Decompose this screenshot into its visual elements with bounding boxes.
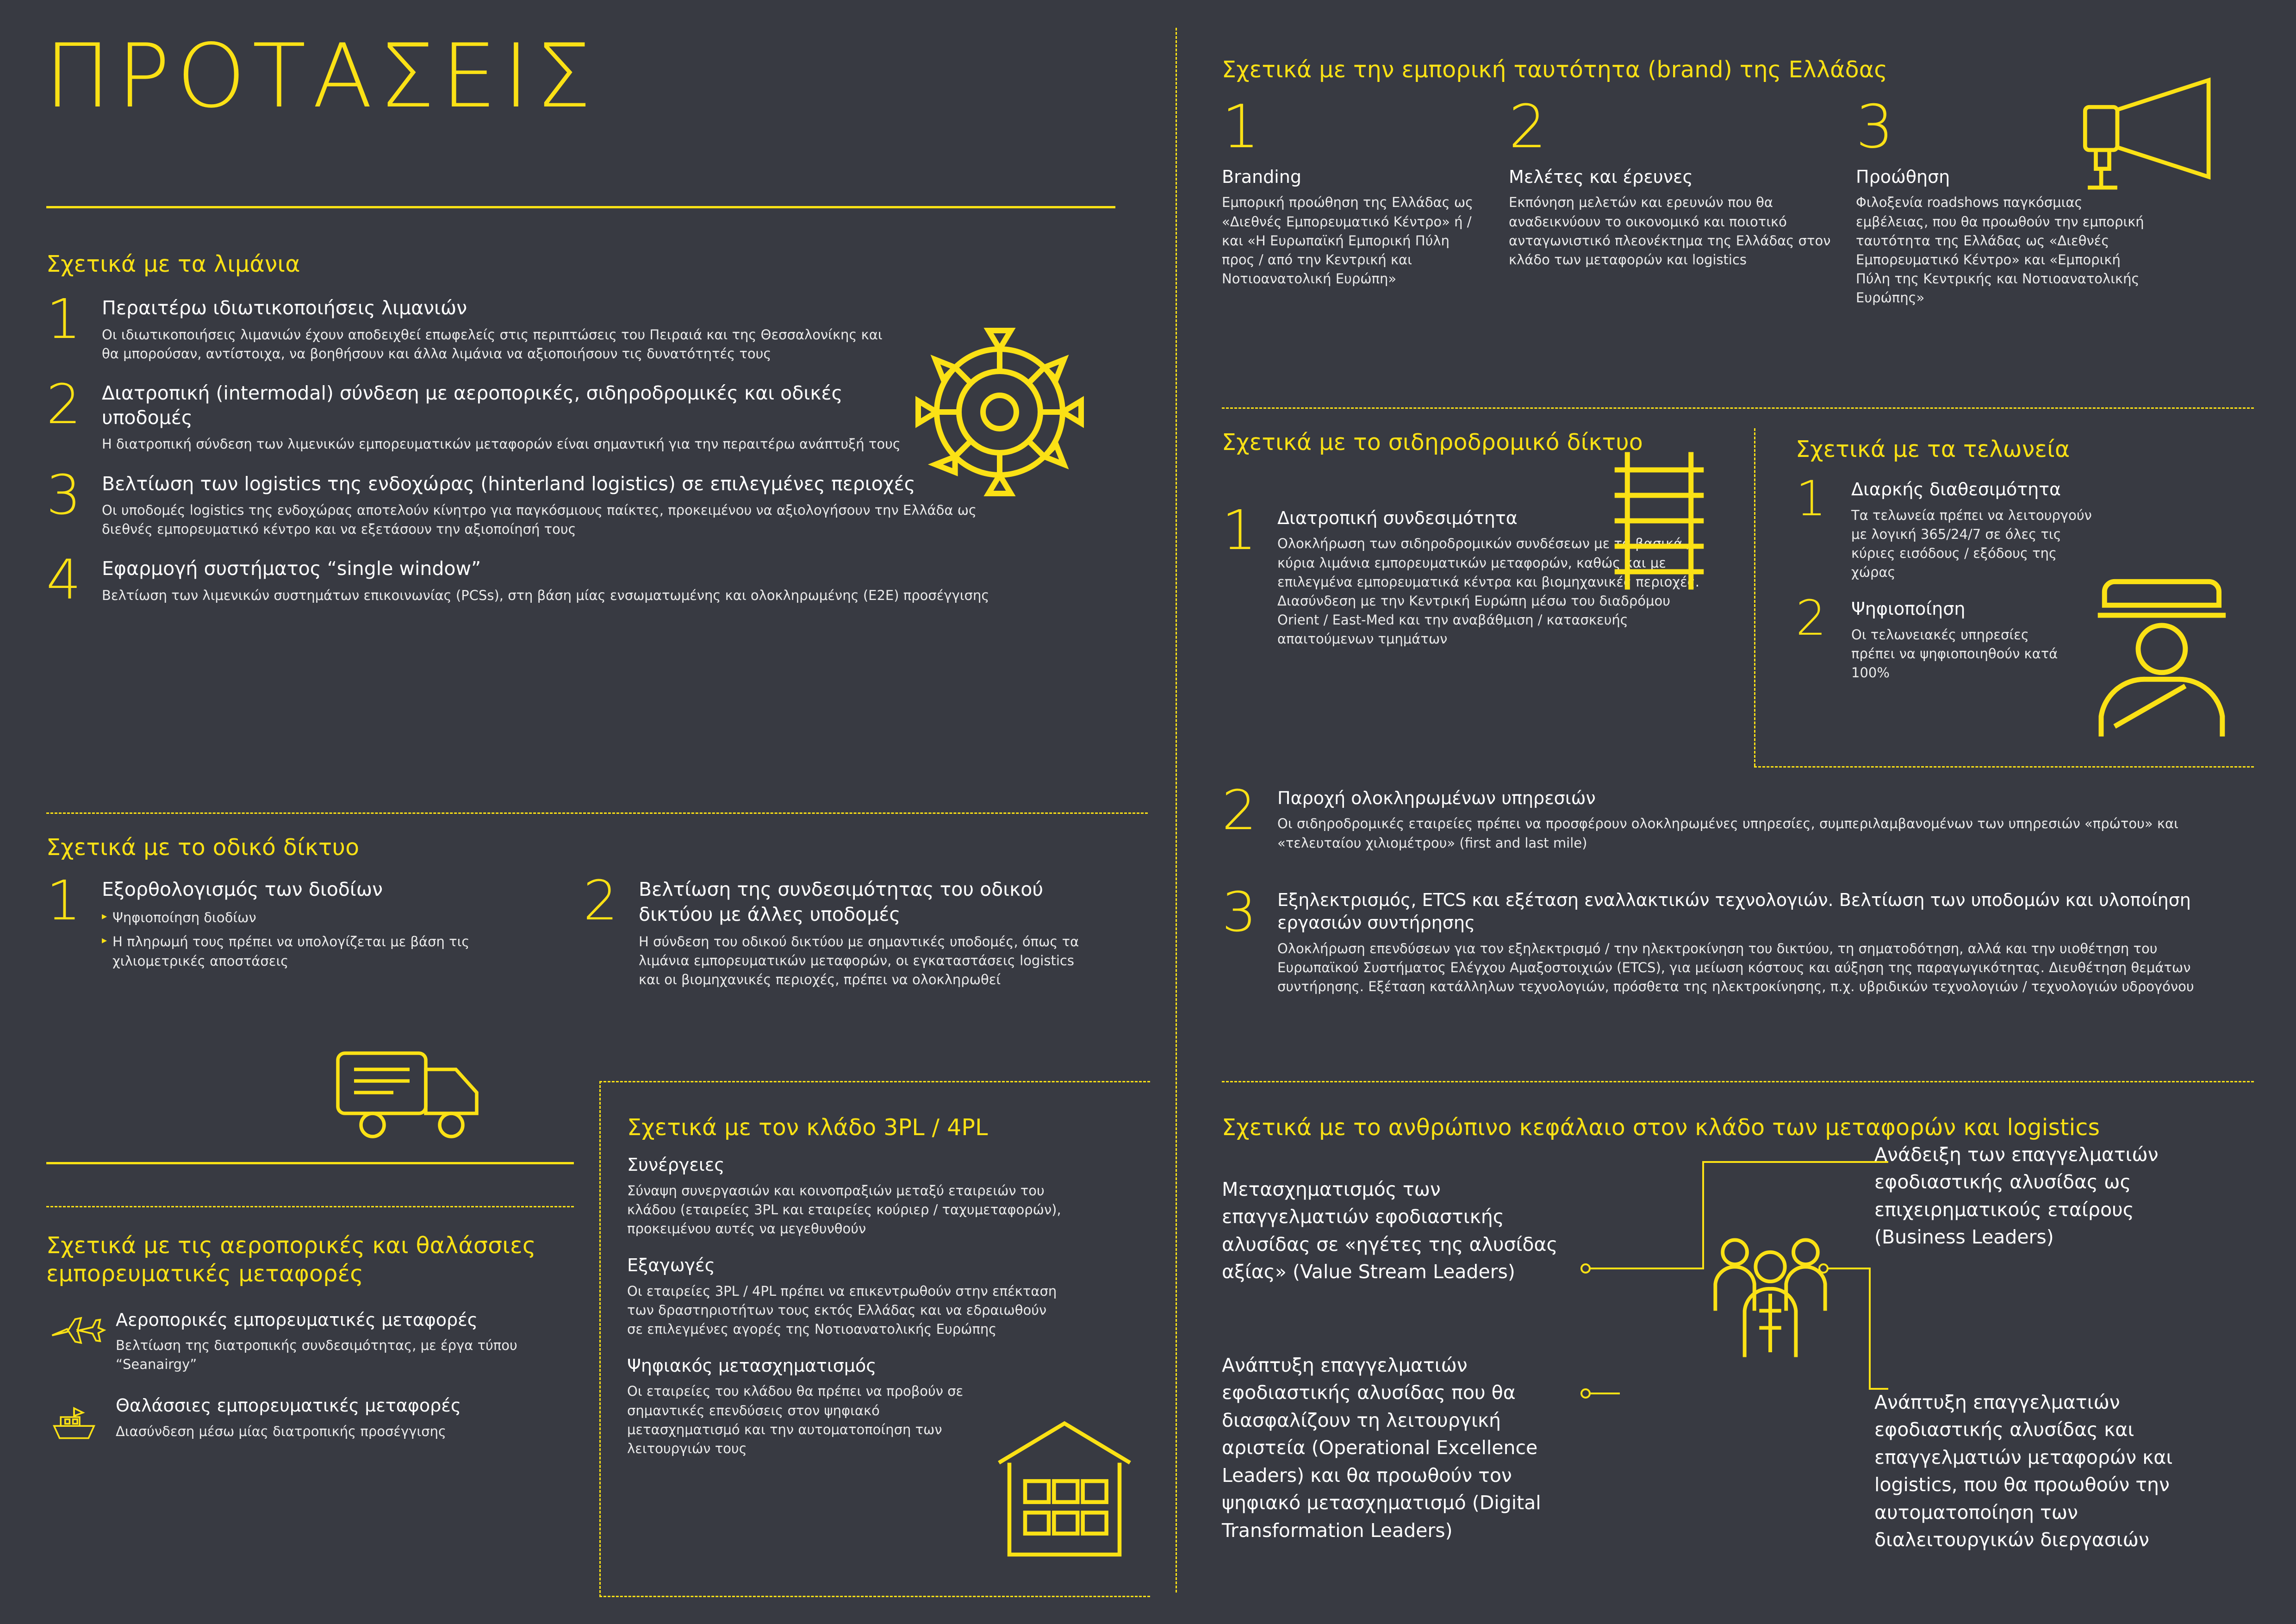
- item-body: Εκπόνηση μελετών και ερευνών που θα αναδεικνύουν το οικονομικό και ποιοτικό ανταγωνιστικό πλεονέκτημα της Ελλάδας στον κλάδο των μεταφορών και logistics: [1509, 194, 1831, 268]
- item-number: 2: [1222, 778, 1257, 842]
- warehouse-icon: [986, 1407, 1143, 1560]
- section-road: [46, 833, 1148, 989]
- item-body: Διασύνδεση μέσω μίας διατροπικής προσέγγισης: [116, 1423, 446, 1439]
- item-title: Βελτίωση της συνδεσιμότητας του οδικού δικτύου με άλλες υποδομές: [639, 878, 1044, 925]
- item-body: Σύναψη συνεργασιών και κοινοπραξιών μεταξύ εταιρειών του κλάδου (εταιρείες 3PL και εταιρείες κούριερ / ταχυμεταφορών), προκειμένου αυτές να μεγεθυνθούν: [627, 1182, 1061, 1237]
- item-body: Η σύνδεση του οδικού δικτύου με σημαντικές υποδομές, όπως τα λιμάνια εμπορευματικών μεταφορών, οι εγκαταστάσεις logistics και οι βιομηχανικές περιοχές, πρέπει να ολοκληρωθεί: [639, 933, 1079, 988]
- human-capital-right-2: [1874, 1389, 2240, 1554]
- item-title: Εξορθολογισμός των διοδίων: [102, 878, 383, 901]
- item-title: Προώθηση: [1856, 167, 1950, 187]
- bullet-text: Η πληρωμή τους πρέπει να υπολογίζεται με βάση τις χιλιομετρικές αποστάσεις: [112, 933, 470, 969]
- list-item: [627, 1154, 1122, 1238]
- item-body: Οι τελωνειακές υπηρεσίες πρέπει να ψηφιοποιηθούν κατά 100%: [1851, 626, 2058, 681]
- section-air-sea: [46, 1231, 579, 1445]
- divider: [46, 1206, 574, 1207]
- railway-track-icon: [1601, 444, 1717, 597]
- item-number: 1: [1222, 93, 1260, 162]
- item-body: Τα τελωνεία πρέπει να λειτουργούν με λογική 365/24/7 σε όλες τις κύριες εισόδους / εξόδους της χώρας: [1851, 507, 2092, 581]
- item-body: Οι ιδιωτικοποιήσεις λιμανιών έχουν αποδειχθεί επωφελείς στις περιπτώσεις του Πειραιά και της Θεσσαλονίκης και θα μπορούσαν, αντίστοιχα, να βοηθήσουν και άλλα λιμάνια να αξιοποιήσουν τις δυνατότητές τους: [102, 326, 883, 362]
- item-title: Branding: [1222, 167, 1301, 187]
- human-capital-left-2: [1222, 1352, 1587, 1544]
- triangle-bullet-icon: ▸: [102, 934, 107, 946]
- item-title: Παροχή ολοκληρωμένων υπηρεσιών: [1277, 788, 1596, 808]
- item-number: 2: [1796, 590, 1827, 647]
- item-title: Εξαγωγές: [627, 1255, 715, 1276]
- airplane-icon: [46, 1309, 116, 1374]
- title-underline: [46, 206, 1115, 208]
- rail-item-2: [1222, 778, 2254, 853]
- item-number: 1: [46, 287, 81, 351]
- list-item: [46, 1394, 579, 1445]
- item-body: Οι υποδομές logistics της ενδοχώρας αποτελούν κίνητρο για παγκόσμιους παίκτες, προκειμένου να αξιολογήσουν την Ελλάδα ως διεθνές εμπορευματικό κέντρο και να εξετάσουν την αξιοποίησή τους: [102, 502, 977, 537]
- list-item: [1509, 93, 1833, 307]
- list-item: [583, 868, 1120, 989]
- item-body: Βελτίωση της διατροπικής συνδεσιμότητας, με έργα τύπου “Seanairgy”: [116, 1337, 517, 1373]
- bullet-text: Ψηφιοποίηση διοδίων: [112, 909, 256, 925]
- item-body: Οι εταιρείες του κλάδου θα πρέπει να προβούν σε σημαντικές επενδύσεις στον ψηφιακό μετασχηματισμό και την αυτοματοποίηση των λειτουργιών τους: [627, 1383, 964, 1456]
- item-title: Θαλάσσιες εμπορευματικές μεταφορές: [116, 1395, 461, 1416]
- divider: [46, 812, 1148, 814]
- list-item: [46, 548, 1120, 612]
- section-title-human-capital: Σχετικά με το ανθρώπινο κεφάλαιο στον κλάδο των μεταφορών και logistics: [1222, 1114, 2100, 1141]
- item-title: Μελέτες και έρευνες: [1509, 167, 1693, 187]
- divider: [1222, 1081, 2254, 1082]
- item-body: Εμπορική προώθηση της Ελλάδας ως «Διεθνές Εμπορευματικό Κέντρο» ή / και «Η Ευρωπαϊκή Εμπορική Πύλη προς / από την Κεντρική και Νοτιοανατολική Ευρώπη»: [1222, 194, 1474, 287]
- divider: [1754, 766, 2254, 768]
- section-title-air-sea: Σχετικά με τις αεροπορικές και θαλάσσιες εμπορευματικές μεταφορές: [46, 1232, 536, 1287]
- item-title: Ψηφιακός μετασχηματισμός: [627, 1355, 877, 1376]
- item-number: 2: [583, 868, 618, 933]
- item-body: Οι σιδηροδρομικές εταιρείες πρέπει να προσφέρουν ολοκληρωμένες υπηρεσίες, συμπεριλαμβανομένων των υπηρεσιών «πρώτου» και «τελευταίου χιλιομέτρου» (first and last mile): [1277, 816, 2178, 851]
- section-title-rail: Σχετικά με το σιδηροδρομικό δίκτυο: [1222, 429, 1643, 456]
- section-title-road: Σχετικά με το οδικό δίκτυο: [46, 834, 360, 861]
- item-text: Ανάπτυξη επαγγελματιών εφοδιαστικής αλυσίδας και επαγγελματιών μεταφορών και logistics, που θα προωθούν την αυτοματοποίηση των διαλειτουργικών διεργασιών: [1874, 1391, 2173, 1551]
- page-title: ΠΡΟΤΑΣΕΙΣ: [44, 25, 598, 127]
- list-item: [1222, 880, 2254, 996]
- list-item: [46, 1309, 579, 1374]
- list-item: [1222, 778, 2254, 853]
- item-body: Η διατροπική σύνδεση των λιμενικών εμπορευματικών μεταφορών είναι σημαντική για την περαιτέρω ανάπτυξή τους: [102, 436, 901, 452]
- section-title-customs: Σχετικά με τα τελωνεία: [1796, 436, 2070, 462]
- item-body: Οι εταιρείες 3PL / 4PL πρέπει να επικεντρωθούν στην επέκταση των δραστηριοτήτων τους εκτός Ελλάδας και να εδραιωθούν σε επιλεγμένες αγορές της Νοτιοανατολικής Ευρώπης: [627, 1283, 1057, 1337]
- item-number: 1: [1222, 498, 1257, 562]
- item-number: 3: [1856, 93, 1894, 162]
- triangle-bullet-icon: ▸: [102, 910, 107, 922]
- road-line: [46, 1162, 574, 1164]
- item-number: 2: [46, 372, 81, 436]
- item-number: 2: [1509, 93, 1547, 162]
- bullet-item: [102, 908, 583, 927]
- section-title-ports: Σχετικά με τα λιμάνια: [46, 251, 300, 277]
- rail-item-3: [1222, 880, 2254, 996]
- item-number: 3: [46, 462, 81, 527]
- item-number: 4: [46, 548, 81, 612]
- item-title: Ψηφιοποίηση: [1851, 599, 1966, 619]
- item-text: Ανάδειξη των επαγγελματιών εφοδιαστικής αλυσίδας ως επιχειρηματικούς εταίρους (Business Leaders): [1874, 1143, 2159, 1249]
- item-title: Διαρκής διαθεσιμότητα: [1851, 479, 2061, 500]
- section-title-3pl-4pl: Σχετικά με τον κλάδο 3PL / 4PL: [627, 1114, 988, 1141]
- section-3pl4pl: [627, 1113, 1122, 1458]
- item-number: 1: [46, 868, 81, 933]
- item-body: Ολοκλήρωση επενδύσεων για τον εξηλεκτρισμό / την ηλεκτροκίνηση του δικτύου, τη σηματοδότηση, αλλά και την υιοθέτηση του Ευρωπαϊκού Συστήματος Ελέγχου Αμαξοστοιχιών (ETCS), για μείωση κόστους και αύξηση της παραγωγικότητας. Διευθέτηση θεμάτων συντήρησης. Εξέταση κατάλληλων τεχνολογιών, πρόσθετα της ηλεκτροκίνησης, π.χ. υβριδικών τεχνολογιών / τεχνολογιών υδρογόνου: [1277, 940, 2194, 995]
- divider: [1222, 407, 2254, 409]
- item-title: Εξηλεκτρισμός, ETCS και εξέταση εναλλακτικών τεχνολογιών. Βελτίωση των υποδομών και υλοποίηση εργασιών συντήρησης: [1277, 890, 2191, 933]
- truck-icon: [324, 1018, 509, 1157]
- list-item: [627, 1254, 1122, 1339]
- list-item: [46, 868, 583, 989]
- list-item: [1222, 93, 1486, 307]
- megaphone-icon: [2055, 69, 2231, 204]
- item-number: 3: [1222, 880, 1257, 944]
- item-body: Ολοκλήρωση των σιδηροδρομικών συνδέσεων με τα βασικά / κύρια λιμάνια εμπορευματικών μεταφορών, καθώς και με επιλεγμένα εμπορευματικά κέντρα και βιομηχανικές περιοχές. Διασύνδεση με την Κεντρική Ευρώπη μέσω του διαδρόμου Orient / East-Med και την αναβάθμιση / κατασκευής απαιτούμενων τμημάτων: [1277, 536, 1700, 647]
- section-title-brand: Σχετικά με την εμπορική ταυτότητα (brand) της Ελλάδας: [1222, 56, 1888, 83]
- item-title: Εφαρμογή συστήματος “single window”: [102, 557, 481, 580]
- ship-wheel-icon: [889, 301, 1111, 523]
- item-title: Διατροπική συνδεσιμότητα: [1277, 508, 1518, 528]
- divider-vertical-customs: [1754, 428, 1755, 766]
- item-title: Βελτίωση των logistics της ενδοχώρας (hinterland logistics) σε επιλεγμένες περιοχές: [102, 472, 915, 495]
- item-title: Συνέργειες: [627, 1155, 725, 1175]
- item-body: Φιλοξενία roadshows παγκόσμιας εμβέλειας, που θα προωθούν την εμπορική ταυτότητα της Ελλάδας ως «Διεθνές Εμπορευματικό Κέντρο» και «Εμπορική Πύλη της Κεντρικής και Νοτιοανατολικής Ευρώπης»: [1856, 194, 2144, 306]
- item-title: Αεροπορικές εμπορευματικές μεταφορές: [116, 1309, 478, 1330]
- item-title: Διατροπική (intermodal) σύνδεση με αεροπορικές, σιδηροδρομικές και οδικές υποδομές: [102, 381, 843, 429]
- divider-vertical: [1176, 28, 1177, 1593]
- item-text: Μετασχηματισμός των επαγγελματιών εφοδιαστικής αλυσίδας σε «ηγέτες της αλυσίδας αξίας» (Value Stream Leaders): [1222, 1178, 1558, 1283]
- item-text: Ανάπτυξη επαγγελματιών εφοδιαστικής αλυσίδας που θα διασφαλίζουν τη λειτουργική αριστεία (Operational Excellence Leaders) και θα προωθούν τον ψηφιακό μετασχηματισμό (Digital Transformation Leaders): [1222, 1354, 1541, 1542]
- connector-lines: [1564, 1130, 1898, 1583]
- customs-officer-icon: [2064, 537, 2249, 741]
- human-capital-right-1: [1874, 1141, 2226, 1251]
- item-body: Βελτίωση των λιμενικών συστημάτων επικοινωνίας (PCSs), στη βάση μίας ενσωματωμένης και ολοκληρωμένης (E2E) προσέγγισης: [102, 587, 989, 603]
- item-title: Περαιτέρω ιδιωτικοποιήσεις λιμανιών: [102, 297, 467, 319]
- item-number: 1: [1796, 470, 1827, 527]
- human-capital-left-1: [1222, 1176, 1578, 1286]
- bullet-item: [102, 932, 491, 971]
- ship-icon: [46, 1394, 116, 1445]
